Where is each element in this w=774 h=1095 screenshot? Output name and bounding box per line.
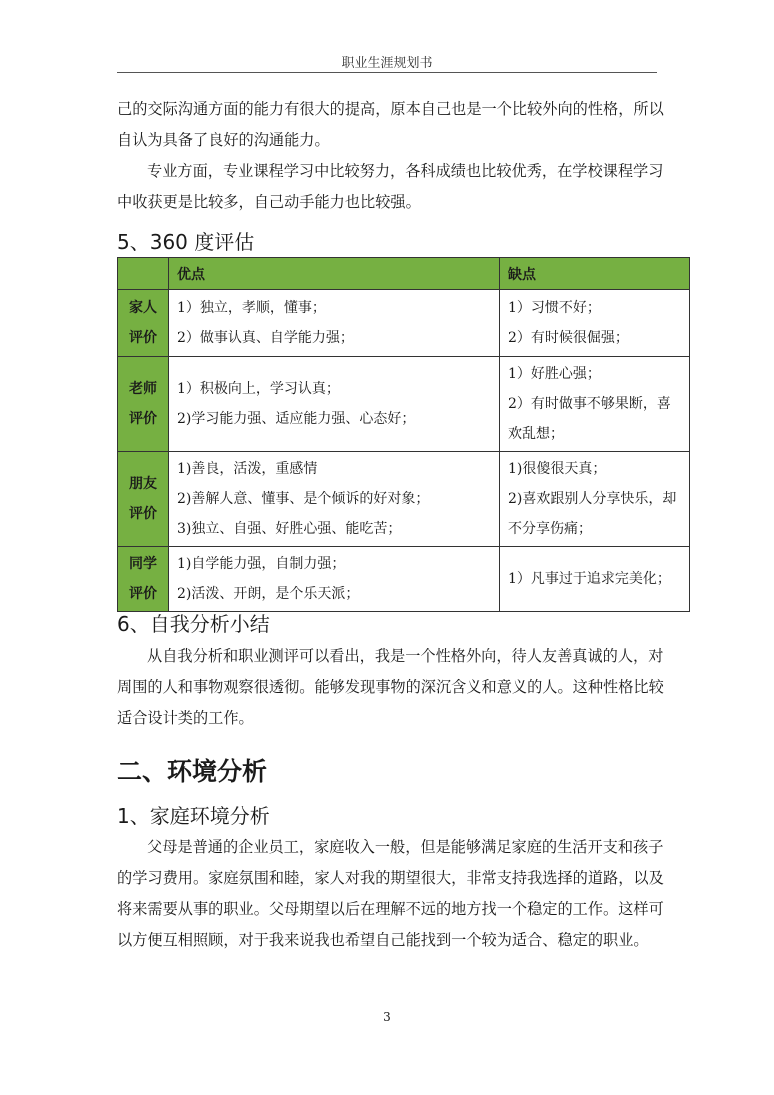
evaluation-table [117, 257, 690, 612]
page-number: 3 [383, 1010, 391, 1024]
table-row-friends [118, 452, 690, 547]
strengths-cell: 1）积极向上，学习认真； 2)学习能力强、适应能力强、心态好； [169, 357, 500, 452]
strengths-cell: 1)善良，活泼，重感情 2)善解人意、懂事、是个倾诉的好对象； 3)独立、自强、好胜心强、能吃苦； [169, 452, 500, 547]
weaknesses-cell: 1）好胜心强； 2）有时做事不够果断，喜欢乱想； [500, 357, 690, 452]
heading-family-environment: 1、家庭环境分析 [117, 804, 270, 828]
table-header-row [118, 258, 690, 290]
paragraph-summary: 从自我分析和职业测评可以看出，我是一个性格外向，待人友善真诚的人，对周围的人和事物观察很透彻。能够发现事物的深沉含义和意义的人。这种性格比较适合设计类的工作。 [117, 647, 664, 727]
strengths-cell: 1）独立，孝顺，懂事； 2）做事认真、自学能力强； [169, 290, 500, 357]
heading-360-evaluation: 5、360 度评估 [117, 230, 255, 254]
row-label-teacher: 老师 评价 [118, 357, 169, 452]
table-corner-cell [118, 258, 169, 290]
table-row-classmates [118, 547, 690, 612]
header-divider [117, 72, 657, 73]
column-header-weaknesses: 缺点 [500, 258, 690, 290]
row-label-friends: 朋友 评价 [118, 452, 169, 547]
row-label-classmates: 同学 评价 [118, 547, 169, 612]
paragraph-family: 父母是普通的企业员工，家庭收入一般，但是能够满足家庭的生活开支和孩子的学习费用。家庭氛围和睦，家人对我的期望很大，非常支持我选择的道路，以及将来需要从事的职业。父母期望以后在理解不远的地方找一个稳定的工作。这样可以方便互相照顾，对于我来说我也希望自己能找到一个较为适合、稳定的职业。 [117, 838, 664, 949]
weaknesses-cell: 1）习惯不好； 2）有时候很倔强； [500, 290, 690, 357]
paragraph-communication: 己的交际沟通方面的能力有很大的提高，原本自己也是一个比较外向的性格，所以自认为具备了良好的沟通能力。 [117, 100, 664, 149]
paragraph-academics: 专业方面，专业课程学习中比较努力，各科成绩也比较优秀，在学校课程学习中收获更是比较多，自己动手能力也比较强。 [117, 162, 664, 211]
strengths-cell: 1)自学能力强，自制力强； 2)活泼、开朗，是个乐天派； [169, 547, 500, 612]
table-row-family [118, 290, 690, 357]
table-row-teacher [118, 357, 690, 452]
row-label-family: 家人 评价 [118, 290, 169, 357]
page-header: 职业生涯规划书 [341, 56, 433, 71]
weaknesses-cell: 1）凡事过于追求完美化； [500, 547, 690, 612]
heading-environment-analysis: 二、环境分析 [117, 757, 268, 786]
weaknesses-cell: 1)很傻很天真； 2)喜欢跟别人分享快乐，却不分享伤痛； [500, 452, 690, 547]
heading-self-analysis-summary: 6、自我分析小结 [117, 612, 270, 636]
column-header-strengths: 优点 [169, 258, 500, 290]
